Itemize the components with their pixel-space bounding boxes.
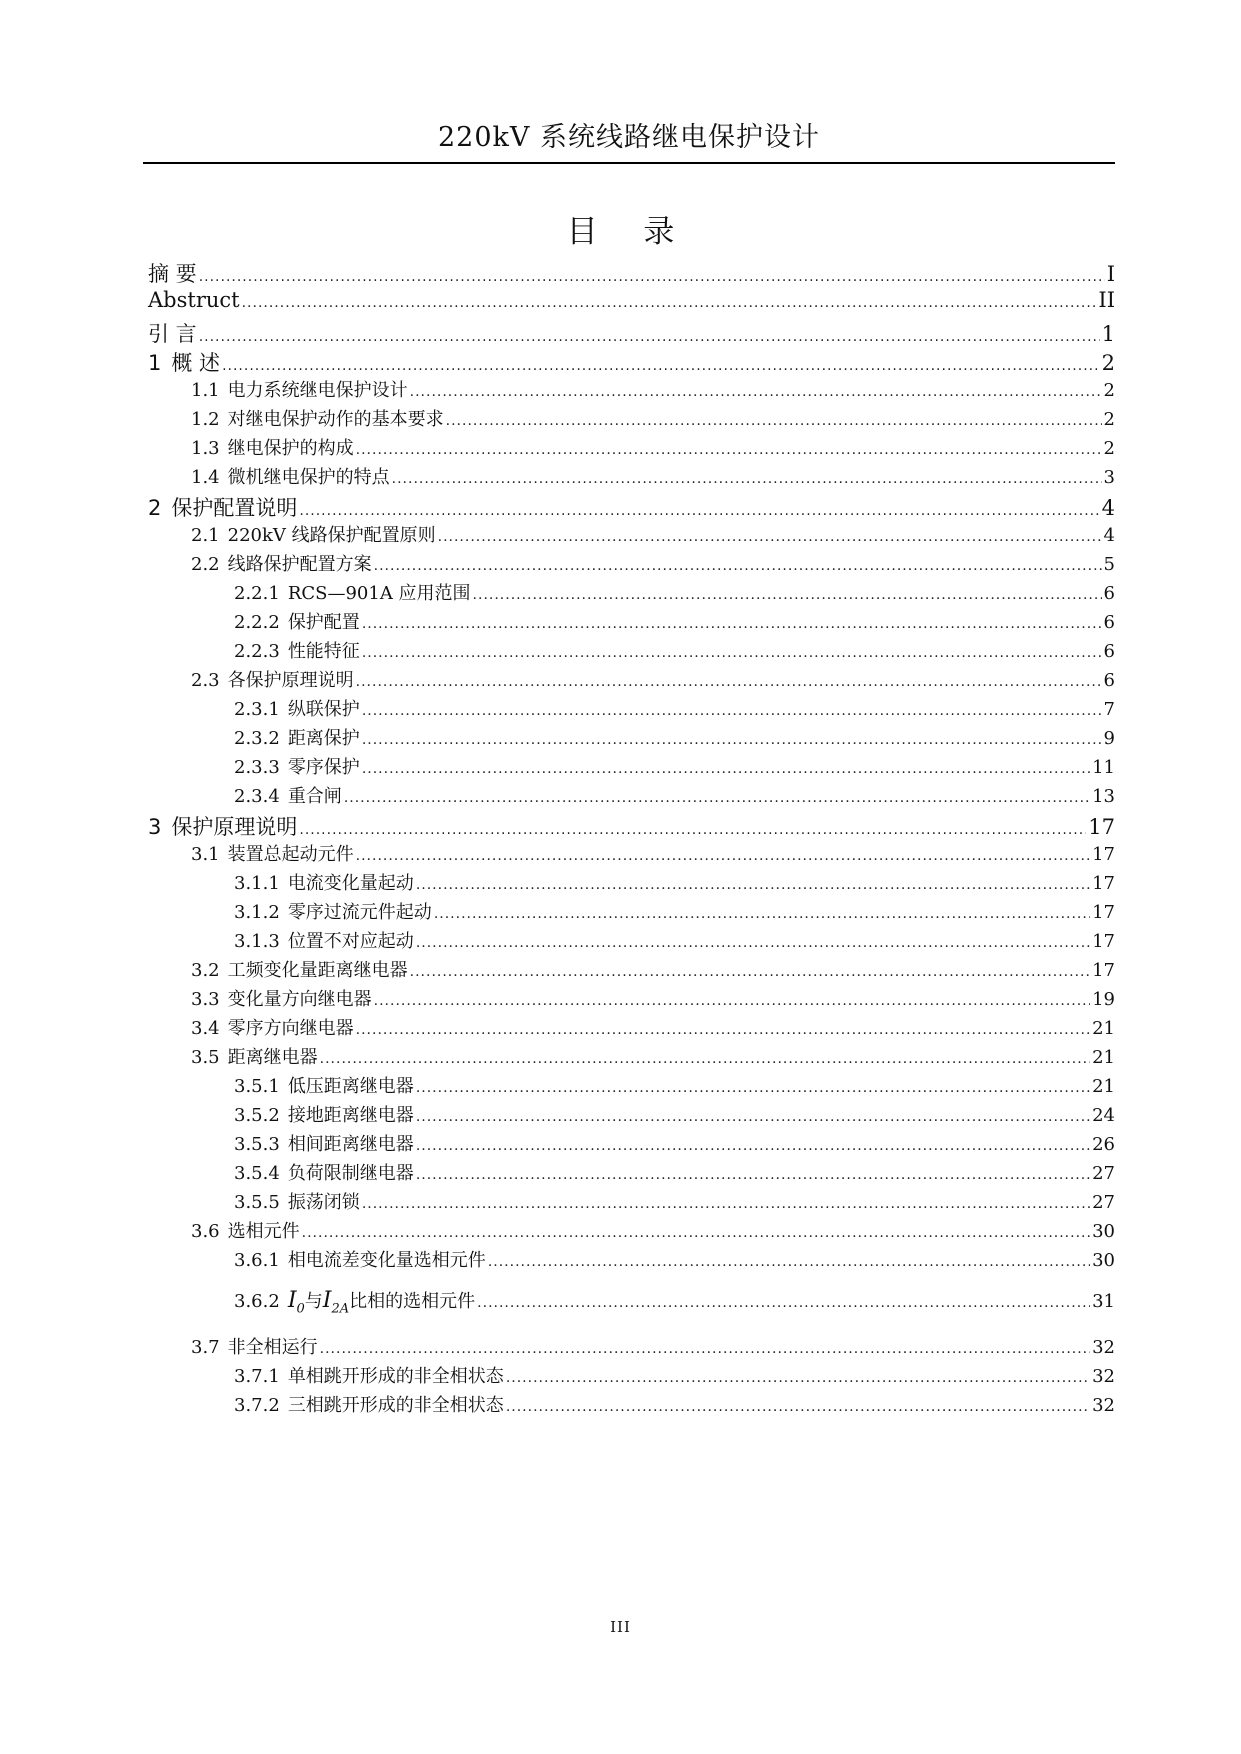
dot-leader (299, 822, 1086, 838)
math-connector: 与 (304, 1291, 323, 1312)
toc-entry[interactable] (234, 1362, 1115, 1392)
dot-leader (392, 471, 1102, 487)
toc-entry-label: 零序过流元件起动 (287, 902, 432, 923)
toc-entry-page: 9 (1103, 728, 1115, 749)
toc-entry-page: 13 (1092, 786, 1115, 807)
page-number: III (610, 1618, 631, 1636)
toc-entry-page: I (1106, 262, 1115, 286)
toc-entry-number: 3.6 (191, 1221, 220, 1242)
dot-leader (299, 503, 1099, 519)
toc-entry[interactable] (234, 1391, 1115, 1421)
dot-leader (416, 1109, 1090, 1125)
toc-entry-number: 3.5 (191, 1047, 220, 1068)
toc-entry-label: 距离保护 (287, 728, 360, 749)
dot-leader (362, 761, 1090, 777)
toc-entry-label: 电力系统继电保护设计 (227, 380, 408, 401)
toc-entry-label: 位置不对应起动 (287, 931, 414, 952)
toc-entry[interactable] (234, 637, 1115, 667)
dot-leader (242, 295, 1097, 311)
toc-entry-number: 3.3 (191, 989, 220, 1010)
toc-entry-page: 17 (1092, 931, 1115, 952)
dot-leader (362, 645, 1102, 661)
toc-entry-number: 3.4 (191, 1018, 220, 1039)
toc-entry-number: 2.2.1 (234, 583, 280, 604)
toc-entry-label: 220kV 线路保护配置原则 (227, 525, 436, 546)
toc-entry-page: 4 (1101, 496, 1115, 520)
dot-leader (356, 848, 1090, 864)
toc-entry-label: 纵联保护 (287, 699, 360, 720)
toc-entry-number: 3.5.3 (234, 1134, 280, 1155)
toc-entry-page: 6 (1103, 583, 1115, 604)
toc-entry-number: 3.7.1 (234, 1366, 280, 1387)
toc-entry[interactable] (234, 1130, 1115, 1160)
math-subscript: 2A (331, 1301, 350, 1317)
toc-entry-label: 概 述 (171, 351, 221, 375)
toc-entry-label: 各保护原理说明 (227, 670, 354, 691)
toc-entry[interactable] (234, 1101, 1115, 1131)
toc-entry-label: 线路保护配置方案 (227, 554, 372, 575)
toc-entry-number: 2.2.2 (234, 612, 280, 633)
dot-leader (506, 1399, 1090, 1415)
toc-entry-label-rest: 比相的选相元件 (349, 1291, 476, 1312)
toc-entry-page: 17 (1088, 815, 1115, 839)
dot-leader (356, 1022, 1090, 1038)
toc-entry-label: 引 言 (148, 322, 197, 346)
dot-leader (473, 587, 1102, 603)
dot-leader (374, 993, 1090, 1009)
toc-entry-label: 负荷限制继电器 (287, 1163, 414, 1184)
toc-entry-number: 1.1 (191, 380, 220, 401)
toc-entry-number: 3.6.2 (234, 1291, 280, 1312)
toc-entry-number: 1.2 (191, 409, 220, 430)
toc-entry[interactable] (234, 608, 1115, 638)
toc-entry-page: 6 (1103, 612, 1115, 633)
toc-entry-number: 3.5.5 (234, 1192, 280, 1213)
dot-leader (320, 1341, 1090, 1357)
toc-entry-page: 17 (1092, 960, 1115, 981)
toc-entry-number: 2.3.2 (234, 728, 280, 749)
toc-entry-number: 3.1 (191, 844, 220, 865)
toc-entry-page: 26 (1092, 1134, 1115, 1155)
toc-entry-page: 6 (1103, 641, 1115, 662)
toc-entry[interactable] (191, 550, 1115, 580)
dot-leader (356, 674, 1102, 690)
dot-leader (416, 1167, 1090, 1183)
toc-entry[interactable] (234, 898, 1115, 928)
toc-entry[interactable] (148, 288, 1115, 318)
toc-entry-page: 2 (1101, 351, 1115, 375)
toc-entry-number: 2.2.3 (234, 641, 280, 662)
toc-entry-page: 21 (1092, 1018, 1115, 1039)
toc-entry-number: 3 (148, 815, 162, 839)
toc-entry-number: 3.5.1 (234, 1076, 280, 1097)
dot-leader (434, 906, 1090, 922)
toc-entry-label: 装置总起动元件 (227, 844, 354, 865)
toc-entry-label: 零序方向继电器 (227, 1018, 354, 1039)
toc-entry[interactable] (234, 1159, 1115, 1189)
toc-entry-label: 距离继电器 (227, 1047, 318, 1068)
toc-entry-page: 27 (1092, 1163, 1115, 1184)
toc-entry-number: 2.3.1 (234, 699, 280, 720)
toc-entry[interactable] (191, 1043, 1115, 1073)
toc-entry[interactable] (234, 724, 1115, 754)
toc-entry[interactable] (234, 695, 1115, 725)
toc-entry-number: 3.7 (191, 1337, 220, 1358)
toc-entry-number: 2.3.4 (234, 786, 280, 807)
toc-entry-label: 变化量方向继电器 (227, 989, 372, 1010)
toc-entry-page: 1 (1101, 322, 1115, 346)
toc-entry-number: 3.1.1 (234, 873, 280, 894)
dot-leader (438, 529, 1102, 545)
toc-entry[interactable] (148, 811, 1115, 841)
toc-entry-page: 31 (1092, 1291, 1115, 1312)
toc-entry[interactable] (234, 869, 1115, 899)
toc-entry-page: 11 (1092, 757, 1115, 778)
dot-leader (410, 964, 1090, 980)
dot-leader (410, 384, 1102, 400)
toc-entry-page: 17 (1092, 873, 1115, 894)
toc-entry-label: 重合闸 (287, 786, 342, 807)
toc-entry-page: 5 (1103, 554, 1115, 575)
dot-leader (488, 1254, 1090, 1270)
dot-leader (362, 732, 1102, 748)
toc-entry-number: 3.2 (191, 960, 220, 981)
toc-entry[interactable] (234, 927, 1115, 957)
dot-leader (416, 877, 1090, 893)
toc-entry-label: 保护原理说明 (171, 815, 298, 839)
toc-entry-label: 工频变化量距离继电器 (227, 960, 408, 981)
toc-entry-page: 27 (1092, 1192, 1115, 1213)
toc-entry-page: 3 (1103, 467, 1115, 488)
toc-entry[interactable] (191, 840, 1115, 870)
toc-entry[interactable] (148, 347, 1115, 377)
toc-entry-number: 2.1 (191, 525, 220, 546)
toc-entry-label: 保护配置 (287, 612, 360, 633)
toc-entry-page: 17 (1092, 902, 1115, 923)
toc-entry-page: 2 (1103, 380, 1115, 401)
toc-entry-label: Abstruct (148, 288, 240, 312)
toc-entry-number: 3.1.2 (234, 902, 280, 923)
toc-entry-page: 4 (1103, 525, 1115, 546)
toc-entry-page: 2 (1103, 438, 1115, 459)
dot-leader (199, 329, 1100, 345)
dot-leader (362, 703, 1102, 719)
dot-leader (416, 1138, 1090, 1154)
toc-entry-label: 低压距离继电器 (287, 1076, 414, 1097)
dot-leader (416, 1080, 1090, 1096)
toc-entry-label: 非全相运行 (227, 1337, 318, 1358)
toc-entry-label: 振荡闭锁 (287, 1192, 360, 1213)
toc-entry[interactable] (191, 985, 1115, 1015)
toc-entry-page: 21 (1092, 1047, 1115, 1068)
toc-entry[interactable] (191, 1217, 1115, 1247)
toc-entry-label: 微机继电保护的特点 (227, 467, 390, 488)
dot-leader (320, 1051, 1090, 1067)
toc-entry[interactable] (191, 405, 1115, 435)
toc-entry-number: 3.5.4 (234, 1163, 280, 1184)
toc-entry-page: 19 (1092, 989, 1115, 1010)
toc-entry-number: 3.1.3 (234, 931, 280, 952)
dot-leader (506, 1370, 1090, 1386)
toc-entry[interactable] (191, 1333, 1115, 1363)
toc-entry-page: 24 (1092, 1105, 1115, 1126)
toc-entry-label (288, 1287, 475, 1316)
dot-leader (302, 1225, 1090, 1241)
toc-entry-page: 32 (1092, 1366, 1115, 1387)
toc-entry-number: 3.6.1 (234, 1250, 280, 1271)
dot-leader (222, 358, 1100, 374)
toc-entry-number: 2.2 (191, 554, 220, 575)
toc-entry[interactable] (148, 318, 1115, 348)
toc-entry[interactable] (234, 579, 1115, 609)
toc-entry[interactable] (191, 463, 1115, 493)
toc-entry-label: 相间距离继电器 (287, 1134, 414, 1155)
math-term-i0 (287, 1288, 305, 1317)
toc-entry-label: RCS—901A 应用范围 (287, 583, 471, 604)
toc-entry-number: 1 (148, 351, 162, 375)
dot-leader (362, 1196, 1090, 1212)
toc-entry-page: 6 (1103, 670, 1115, 691)
toc-entry[interactable] (234, 782, 1115, 812)
toc-entry-number: 3.7.2 (234, 1395, 280, 1416)
toc-entry[interactable] (191, 376, 1115, 406)
dot-leader (446, 413, 1102, 429)
toc-entry-page: 17 (1092, 844, 1115, 865)
toc-entry-label: 选相元件 (227, 1221, 300, 1242)
math-symbol-i: I (287, 1288, 297, 1313)
toc-entry-number: 2.3 (191, 670, 220, 691)
toc-entry-label: 保护配置说明 (171, 496, 298, 520)
toc-entry[interactable] (234, 1072, 1115, 1102)
toc-entry-page: 2 (1103, 409, 1115, 430)
dot-leader (199, 269, 1105, 285)
toc-entry[interactable] (191, 521, 1115, 551)
toc-entry-label: 零序保护 (287, 757, 360, 778)
dot-leader (477, 1295, 1090, 1311)
toc-entry-page: 21 (1092, 1076, 1115, 1097)
toc-entry-page: 32 (1092, 1395, 1115, 1416)
math-subscript: 0 (296, 1301, 305, 1317)
toc-entry-label: 继电保护的构成 (227, 438, 354, 459)
dot-leader (356, 442, 1102, 458)
toc-entry-label: 单相跳开形成的非全相状态 (287, 1366, 504, 1387)
toc-entry[interactable] (234, 1287, 1115, 1317)
toc-entry-label: 相电流差变化量选相元件 (287, 1250, 486, 1271)
toc-entry-label: 摘 要 (148, 262, 197, 286)
toc-entry-label: 电流变化量起动 (287, 873, 414, 894)
toc-entry-label: 接地距离继电器 (287, 1105, 414, 1126)
toc-entry-page: 7 (1103, 699, 1115, 720)
dot-leader (344, 790, 1090, 806)
toc-entry[interactable] (191, 956, 1115, 986)
toc-entry[interactable] (148, 492, 1115, 522)
toc-entry-label: 三相跳开形成的非全相状态 (287, 1395, 504, 1416)
toc-entry[interactable] (234, 753, 1115, 783)
toc-entry-page: 32 (1092, 1337, 1115, 1358)
toc-entry[interactable] (191, 434, 1115, 464)
toc-entry-number: 2.3.3 (234, 757, 280, 778)
dot-leader (374, 558, 1102, 574)
toc-entry[interactable] (234, 1246, 1115, 1276)
toc-entry-number: 1.3 (191, 438, 220, 459)
toc-title: 目 录 (566, 214, 693, 250)
math-term-i2a (322, 1288, 350, 1317)
toc-entry[interactable] (234, 1188, 1115, 1218)
toc-entry[interactable] (148, 258, 1115, 288)
toc-entry-page: 30 (1092, 1221, 1115, 1242)
math-symbol-i: I (322, 1288, 332, 1313)
toc-entry-number: 1.4 (191, 467, 220, 488)
toc-entry-number: 2 (148, 496, 162, 520)
toc-entry-number: 3.5.2 (234, 1105, 280, 1126)
dot-leader (362, 616, 1102, 632)
toc-entry[interactable] (191, 666, 1115, 696)
toc-entry-page: 30 (1092, 1250, 1115, 1271)
toc-entry[interactable] (191, 1014, 1115, 1044)
toc-entry-page: II (1098, 288, 1115, 312)
running-header: 220kV 系统线路继电保护设计 (438, 122, 820, 153)
dot-leader (416, 935, 1090, 951)
toc-entry-label: 性能特征 (287, 641, 360, 662)
toc-entry-label: 对继电保护动作的基本要求 (227, 409, 444, 430)
